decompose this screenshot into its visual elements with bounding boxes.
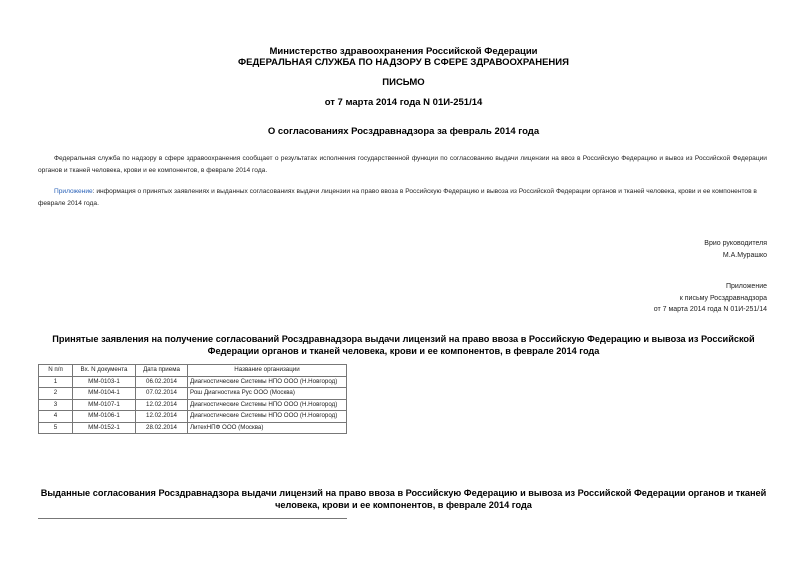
applications-table [38,364,347,434]
appendix-line-1: Приложение [725,283,767,290]
table-header-row [39,365,347,377]
table-row [39,376,347,388]
cell-date: 12.02.2014 [136,411,188,423]
cell-organization: Рош Диагностика Рус ООО (Москва) [188,388,347,400]
signature-position: Врио руководителя [704,240,767,247]
appendix-line-2: к письму Росздравнадзора [679,294,767,302]
cell-organization: ЛитехНПФ ООО (Москва) [188,422,347,434]
section2-title: Выданные согласования Росздравнадзора выдачи лицензий на право ввоза в Российскую Федерацию и вывоза из Российской Федерации органов и тканей человека, крови и ее компонентов, в феврале 2014 года [40,488,767,510]
cell-date: 06.02.2014 [136,376,188,388]
table-row [39,422,347,434]
appendix-line-3: от 7 марта 2014 года N 01И-251/14 [653,306,767,313]
section1-title: Принятые заявления на получение согласований Росздравнадзора выдачи лицензий на право ввоза в Российскую Федерацию и вывоза из Российской Федерации органов и тканей человека, крови и ее компонентов, в феврале 2014 года [52,334,755,356]
appendix-reference [467,281,767,316]
col-header-date: Дата приема [136,365,188,377]
cell-organization: Диагностические Системы НПО ООО (Н.Новгород) [188,399,347,411]
cell-organization: Диагностические Системы НПО ООО (Н.Новгород) [188,376,347,388]
cell-date: 28.02.2014 [136,422,188,434]
col-header-doc-number: Вх. N документа [73,365,136,377]
attachment-text: : информация о принятых заявлениях и выданных согласованиях выдачи лицензии на право ввоза в Российскую Федерацию и вывоза из Российской Федерации органов и тканей человека, крови и ее компонентов в феврале 2014 года. [38,188,757,207]
cell-organization: Диагностические Системы НПО ООО (Н.Новгород) [188,411,347,423]
signature-block [467,238,767,261]
table-row [39,411,347,423]
doc-type: ПИСЬМО [382,77,425,88]
col-header-organization: Название организации [188,365,347,377]
signature-name: М.А.Мурашко [722,251,767,259]
cell-date: 12.02.2014 [136,399,188,411]
cell-doc-number: ММ-0107-1 [73,399,136,411]
table-row [39,388,347,400]
cell-doc-number: ММ-0103-1 [73,376,136,388]
cell-doc-number: ММ-0106-1 [73,411,136,423]
cell-number: 5 [39,422,73,434]
divider [38,518,347,519]
cell-number: 2 [39,388,73,400]
cell-number: 4 [39,411,73,423]
col-header-number: N п/п [39,365,73,377]
cell-number: 1 [39,376,73,388]
body-paragraph: Федеральная служба по надзору в сфере здравоохранения сообщает о результатах исполнения государственной функции по согласованию выдачи лицензии на ввоз в Российскую Федерацию и вывоз из Российской Федерации органов и тканей человека, крови и ее компонентов, в феврале 2014 года. [38,155,767,174]
service-title: ФЕДЕРАЛЬНАЯ СЛУЖБА ПО НАДЗОРУ В СФЕРЕ ЗДРАВООХРАНЕНИЯ [238,57,569,68]
cell-doc-number: ММ-0104-1 [73,388,136,400]
attachment-paragraph [38,186,767,210]
table-row [39,399,347,411]
cell-doc-number: ММ-0152-1 [73,422,136,434]
doc-date-number: от 7 марта 2014 года N 01И-251/14 [324,97,483,108]
cell-date: 07.02.2014 [136,388,188,400]
ministry-title: Министерство здравоохранения Российской Федерации [269,46,538,57]
attachment-link[interactable]: Приложение [54,188,93,195]
doc-subject: О согласованиях Росздравнадзора за февраль 2014 года [267,126,540,137]
cell-number: 3 [39,399,73,411]
